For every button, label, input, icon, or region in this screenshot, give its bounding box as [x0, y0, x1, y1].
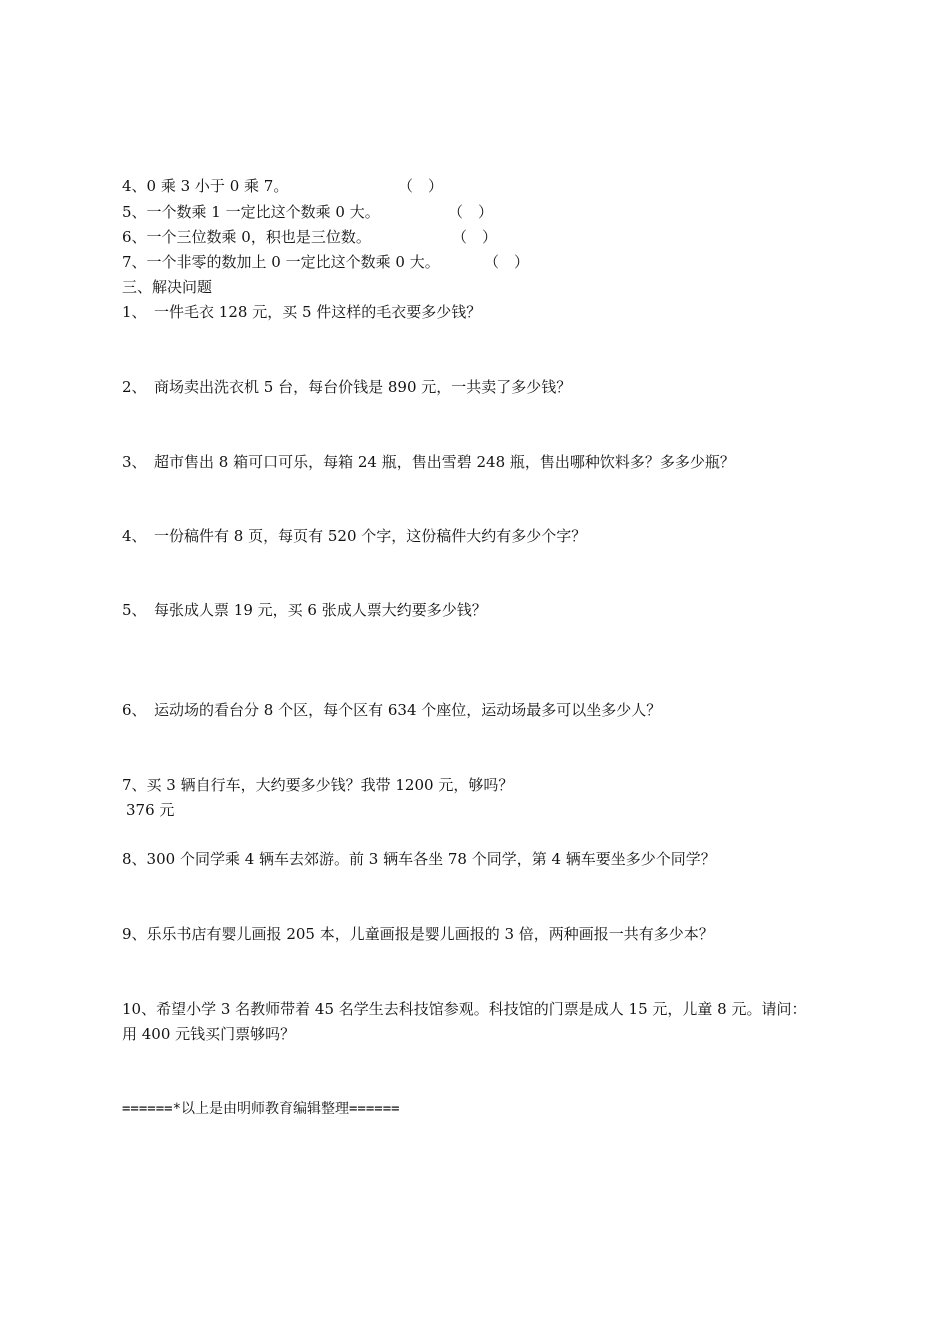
- problem-10-cont: 用 400 元钱买门票够吗？: [122, 1025, 296, 1043]
- section-heading: 三、解决问题: [122, 278, 213, 296]
- problem-2: 2、 商场卖出洗衣机 5 台，每台价钱是 890 元，一共卖了多少钱？: [122, 378, 572, 396]
- problem-4: 4、 一份稿件有 8 页，每页有 520 个字，这份稿件大约有多少个字？: [122, 527, 587, 545]
- judgement-item-5: 5、一个数乘 1 一定比这个数乘 0 大。: [122, 203, 380, 221]
- problem-8: 8、300 个同学乘 4 辆车去郊游。前 3 辆车各坐 78 个同学，第 4 辆车要坐多少个同学？: [122, 850, 716, 868]
- problem-7-note: 376 元: [126, 801, 175, 819]
- answer-paren-4[interactable]: （ ）: [398, 177, 444, 195]
- problem-3: 3、 超市售出 8 箱可口可乐，每箱 24 瓶，售出雪碧 248 瓶，售出哪种饮料多？多多少瓶？: [122, 453, 735, 471]
- answer-paren-6[interactable]: （ ）: [452, 228, 498, 246]
- judgement-item-4: 4、0 乘 3 小于 0 乘 7。: [122, 177, 289, 195]
- problem-6: 6、 运动场的看台分 8 个区，每个区有 634 个座位，运动场最多可以坐多少人？: [122, 701, 662, 719]
- footer-note: ======*以上是由明师教育编辑整理======: [122, 1101, 400, 1117]
- judgement-item-7: 7、一个非零的数加上 0 一定比这个数乘 0 大。: [122, 253, 440, 271]
- answer-paren-7[interactable]: （ ）: [484, 253, 530, 271]
- problem-10: 10、希望小学 3 名教师带着 45 名学生去科技馆参观。科技馆的门票是成人 15 元，儿童 8 元。请问：: [122, 1000, 807, 1018]
- answer-paren-5[interactable]: （ ）: [448, 203, 494, 221]
- problem-9: 9、乐乐书店有婴儿画报 205 本，儿童画报是婴儿画报的 3 倍，两种画报一共有多少本？: [122, 925, 714, 943]
- problem-7: 7、买 3 辆自行车，大约要多少钱？我带 1200 元，够吗？: [122, 776, 514, 794]
- problem-1: 1、 一件毛衣 128 元，买 5 件这样的毛衣要多少钱？: [122, 303, 482, 321]
- judgement-item-6: 6、一个三位数乘 0，积也是三位数。: [122, 228, 371, 246]
- problem-5: 5、 每张成人票 19 元，买 6 张成人票大约要多少钱？: [122, 601, 487, 619]
